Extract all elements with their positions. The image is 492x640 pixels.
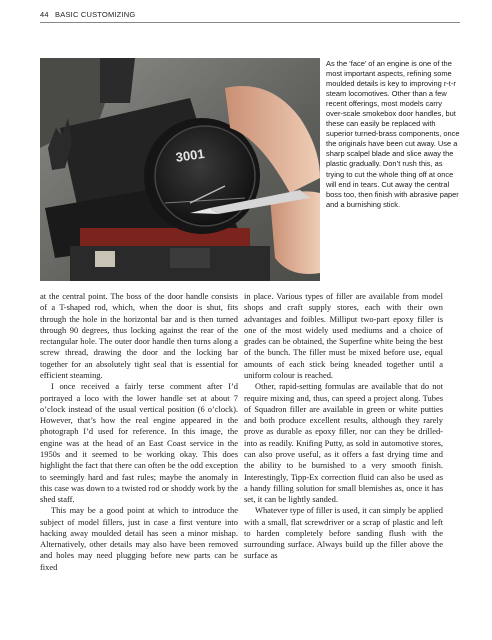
paragraph: I once received a fairly terse comment after I’d portrayed a loco with the lower handle set at about 7 o’clock instead of the usual vertical position (6 o’clock). However, that’s how the real engine appeared in the photograph I’d used for reference. In this image, the engine was at the head of an East Coast service in the 1950s and it seemed to be working okay. This does highlight the fact that there can often be the odd exception to seemingly hard and fast rules; maybe the anomaly in this case was down to a twisted rod or shoddy work by the shed staff. [40,381,238,505]
paragraph: Other, rapid-setting formulas are available that do not require mixing and, thus, can speed a project along. Tubes of Squadron filler are available in green or white putties and both produce excellent results, although they rarely prove as durable as epoxy filler, nor can they be drilled-into as readily. Knifing Putty, as sold in automotive stores, can also prove useful, as it offers a fast drying time and the ability to be burnished to a very smooth finish. Interestingly, Tipp-Ex correction fluid can also be used as a handy filling solution for small blemishes as, once it has set, it can be lightly sanded. [244,381,443,505]
paragraph: at the central point. The boss of the door handle consists of a T-shaped rod, which, when the door is shut, fits through the hole in the horizontal bar and is then turned through 90 degrees, thus locking against the rear of the rectangular hole. The outer door handle then turns along a screw thread, drawing the door and the locking bar together for an absolutely tight seal that is essential for efficient steaming. [40,291,238,380]
page-number: 44 [40,10,49,19]
body-column-right [244,291,443,562]
section-title: BASIC CUSTOMIZING [55,10,136,19]
running-header [40,10,460,28]
smokebox-number-plate: 3001 [174,146,206,165]
body-column-left [40,291,238,573]
locomotive-photo [40,58,320,281]
paragraph: in place. Various types of filler are available from model shops and craft supply stores, each with their own advantages and foibles. Milliput two-part epoxy filler is one of the most widely used mediums and a choice of grades can be obtained, the Superfine white being the best of the bunch. The filler must be mixed before use, equal amounts of each stick being kneaded together until a uniform colour is reached. [244,291,443,380]
paragraph: Whatever type of filler is used, it can simply be applied with a small, flat screwdriver or a scrap of plastic and left to harden completely before sanding flush with the surrounding surface. Always build up the filler above the surface as [244,505,443,561]
locomotive-illustration [40,58,320,281]
header-rule [40,22,460,23]
paragraph: This may be a good point at which to introduce the subject of model fillers, just in case a first venture into hacking away moulded detail has seen a minor mishap. Alternatively, other details may also have been removed and holes may need plugging before new parts can be fixed [40,505,238,572]
photo-caption: As the ‘face’ of an engine is one of the most important aspects, refining some moulded details is key to improving r-t-r steam locomotives. Other than a few recent offerings, most models carry over-scale smokebox door handles, but these can easily be replaced with superior turned-brass components, once the originals have been cut away. Use a sharp scalpel blade and slice away the plastic gradually. Don’t rush this, as trying to cut the whole thing off at once will end in tears. Cut away the central boss too, then finish with abrasive paper and a burnishing stick. [326,59,460,209]
